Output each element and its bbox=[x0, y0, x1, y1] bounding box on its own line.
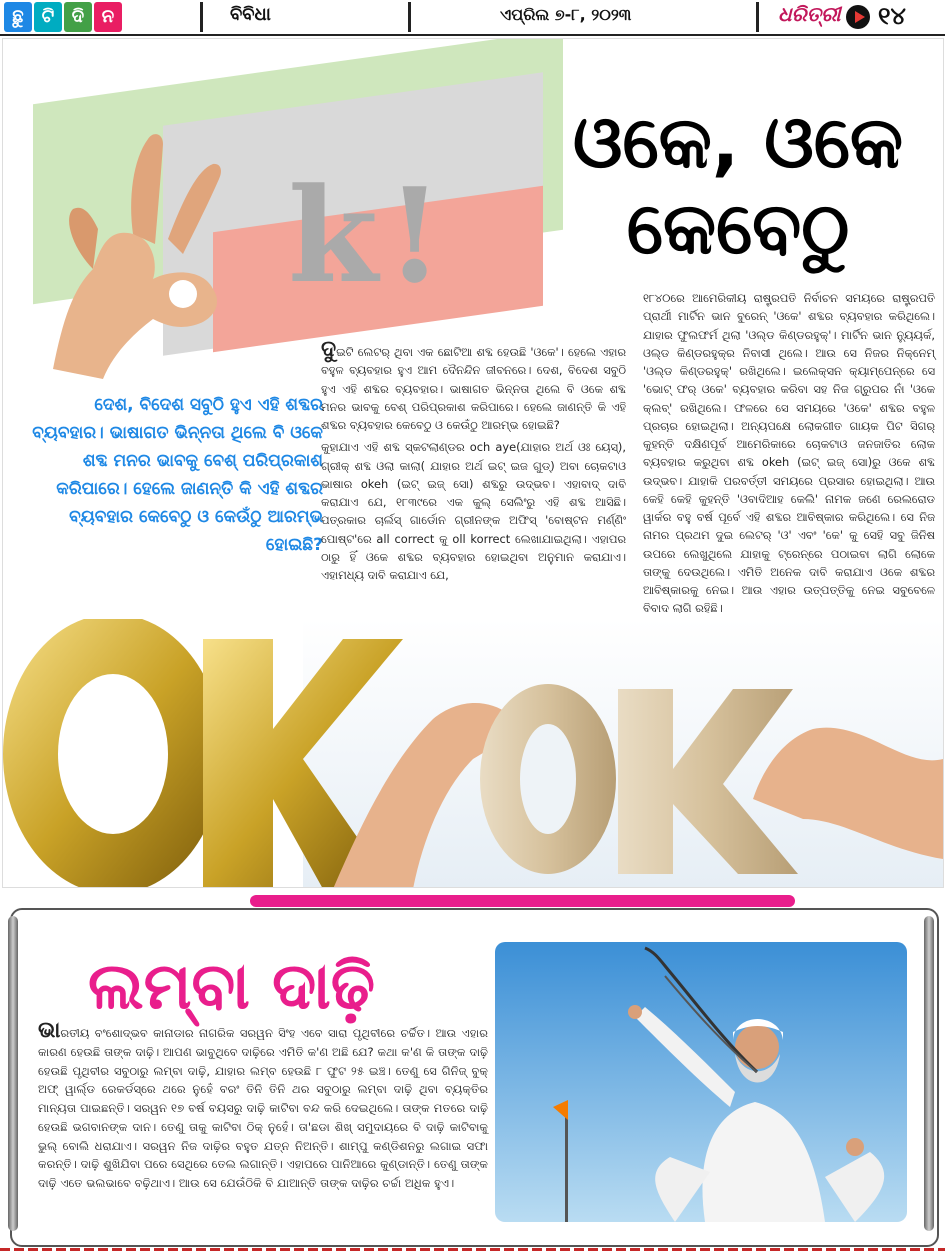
pull-quote: ଦେଶ, ବିଦେଶ ସବୁଠି ହୁଏ ଏହି ଶବ୍ଦର ବ୍ୟବହାର। ଭାଷାଗତ ଭିନ୍ନତା ଥିଲେ ବି ଓକେ ଶବ୍ଦ ମନର ଭାବକୁ ବେଶ୍ ପରିପ୍ରକାଶ କରିପାରେ। ହେଲେ ଜାଣନ୍ତି କି ଏହି ଶବ୍ଦର ବ୍ୟବହାର କେବେଠୁ ଓ କେଉଁଠୁ ଆରମ୍ଭ ହୋଇଛି? bbox=[32, 395, 323, 556]
section-separator bbox=[250, 895, 795, 907]
paragraph: କୁହାଯାଏ ଏହି ଶବ୍ଦ ସ୍କଟଲାଣ୍ଡର och aye(ଯାହାର ଅର୍ଥ ଓଃ ୟେସ୍), ଗ୍ରୀକ୍ ଶବ୍ଦ ଓଲା କାଲା( ଯାହାର ଅର୍ଥ ଇଟ୍ ଇଜ ଗୁଡ୍) ଅବା ଚୋକଟାଓ ଭାଷାର okeh (ଇଟ୍ ଇଜ୍ ସୋ) ଶବ୍ଦରୁ ଉଦ୍ଭବ। ଏହାବାଦ୍ ଦାବି କରାଯାଏ ଯେ, ୧୮୩୯ରେ ଏକ କୁଲ୍ ସେଲିଂରୁ ଏହି ଶବ୍ଦ ଆସିଛି। ପତ୍ରକାର ଚାର୍ଲସ୍ ଗାର୍ଡୋନ ଗ୍ରୀନଙ୍କ ଅଫିସ୍ 'ବୋଷ୍ଟନ ମର୍ଣ୍ଣିଂ ପୋଷ୍ଟ'ରେ all correct କୁ oll korrect ଲେଖାଯାଇଥିଲା। ଏହାପର ଠାରୁ ହିଁ ଓକେ ଶବ୍ଦର ବ୍ୟବହାର ହୋଇଥିବା ଅନୁମାନ କରାଯାଏ। ଏହାମଧ୍ୟ ଦାବି କରାଯାଏ ଯେ, bbox=[321, 440, 626, 582]
art-letter-bang: ! bbox=[386, 159, 452, 312]
headline-line-2: କେବେଠୁ bbox=[626, 186, 850, 271]
brand-logo: ଧରିତ୍ରୀ bbox=[778, 2, 841, 26]
paragraph bbox=[321, 339, 626, 434]
art-letters bbox=[288, 159, 451, 312]
headline bbox=[538, 99, 938, 272]
header-divider bbox=[200, 2, 203, 32]
article-body-text: ରତୀୟ ବଂଶୋଦ୍ଭବ କାନାଡାର ନାଗରିକ ସରୱନ ସିଂହ ଏବେ ସାରା ପୃଥିବୀରେ ଚର୍ଚ୍ଚିତ। ଆଉ ଏହାର କାରଣ ହେଉଛି ତାଙ୍କ ଦାଢ଼ି। ଆପଣ ଭାବୁଥିବେ ଦାଢ଼ିରେ ଏମିତି କ'ଣ ଅଛି ଯେ? କଥା କ'ଣ କି ତାଙ୍କ ଦାଢ଼ି ହେଉଛି ପୃଥିବୀର ସବୁଠାରୁ ଲମ୍ବା ଦାଢ଼ି, ଯାହାର ଲମ୍ବ ହେଉଛି ୮ ଫୁଟ ୨୫ ଇଞ୍ଚ। ତେଣୁ ସେ ଗିନିଜ୍ ବୁକ୍ ଅଫ୍ ୱାର୍ଲ୍ଡ ରେକର୍ଡସ୍‌ରେ ଥରେ ନୁହେଁ ବରଂ ତିନି ତିନି ଥର ସବୁଠାରୁ ଲମ୍ବା ଦାଢ଼ି ଥିବା ବ୍ୟକ୍ତିର ମାନ୍ୟତା ପାଇଛନ୍ତି। ସରୱନ ୧୭ ବର୍ଷ ବୟସରୁ ଦାଢ଼ି କାଟିବା ବନ୍ଦ କରି ଦେଇଥିଲେ। ତାଙ୍କ ମତରେ ଦାଢ଼ି ହେଉଛି ଭଗବାନଙ୍କ ଦାନ। ତେଣୁ ତାକୁ କାଟିବା ଠିକ୍ ନୁହେଁ। ତା'ଛଡା ଶିଖ୍ ସମୁଦାୟରେ ବି ଦାଢ଼ି କାଟିବାକୁ ଭୁଲ୍ ବୋଲି ଧରାଯାଏ। ସରୱନ ନିଜ ଦାଢ଼ିର ବହୁତ ଯତ୍ନ ନିଅନ୍ତି। ଶାମ୍ପୁ କଣ୍ଡିଶନରୁ ଲଗାଇ ସଫା କରନ୍ତି। ଦାଢ଼ି ଶୁଖିଯିବା ପରେ ସେଥିରେ ତେଲ ଲଗାନ୍ତି। ଏହାପରେ ପାନିଆରେ କୁଣ୍ଡାନ୍ତି। ତେଣୁ ତାଙ୍କ ଦାଢ଼ି ଏତେ ଭଲଭାବେ ବଢ଼ିଥାଏ। ଆଉ ସେ ଯେଉଁଠିକି ବି ଯାଆନ୍ତି ତାଙ୍କ ଦାଢ଼ିର ଚର୍ଚ୍ଚା ଅଧିକ ହୁଏ। bbox=[38, 1026, 488, 1191]
masthead-logo bbox=[4, 2, 122, 32]
article-column-1 bbox=[321, 339, 626, 588]
article-column-2 bbox=[643, 289, 935, 622]
paragraph-text: ଇଟି ଲେଟର୍ ଥିବା ଏକ ଛୋଟିଆ ଶବ୍ଦ ହେଉଛି 'ଓକେ'। ହେଲେ ଏହାର ବହୁଳ ବ୍ୟବହାର ହୁଏ ଆମ ଦୈନନ୍ଦିନ ଜୀବନରେ। ଦେଶ, ବିଦେଶ ସବୁଠି ହୁଏ ଏହି ଶବ୍ଦର ବ୍ୟବହାର। ଭାଷାଗତ ଭିନ୍ନତା ଥିଲେ ବି ଓକେ ଶବ୍ଦ ମନର ଭାବକୁ ବେଶ୍ ପରିପ୍ରକାଶ କରିପାରେ। ହେଲେ ଜାଣନ୍ତି କି ଏହି ଶବ୍ଦର ବ୍ୟବହାର କେବେଠୁ ଓ କେଉଁଠୁ ଆରମ୍ଭ ହୋଇଛି? bbox=[321, 345, 626, 432]
play-icon bbox=[846, 5, 870, 29]
logo-letter-1: ଛୁ bbox=[4, 2, 32, 32]
drop-cap: ଦୁ bbox=[321, 337, 337, 362]
headline-line-1: ଓକେ, ଓକେ bbox=[572, 100, 904, 184]
ok-article bbox=[2, 38, 944, 888]
ok-letters-image bbox=[3, 619, 943, 888]
page-number: ୧୪ bbox=[878, 2, 906, 30]
header-divider bbox=[408, 2, 411, 32]
issue-date: ଏପ୍ରିଲ ୭-୮, ୨୦୨୩ bbox=[500, 5, 632, 24]
drop-cap: ଭା bbox=[38, 1018, 61, 1043]
logo-letter-2: ଟି bbox=[34, 2, 62, 32]
ok-hand-gesture-image bbox=[33, 119, 293, 379]
art-letter-k: k bbox=[288, 159, 387, 312]
scroll-rod-right bbox=[924, 916, 934, 1231]
article-title: ଲମ୍ବା ଦାଢ଼ି bbox=[88, 950, 375, 1024]
header-divider bbox=[756, 2, 759, 32]
footer-rule bbox=[0, 1248, 945, 1251]
logo-letter-4: ନ bbox=[94, 2, 122, 32]
article-body bbox=[38, 1020, 488, 1193]
section-name: ବିବିଧା bbox=[230, 4, 271, 25]
bearded-man-photo bbox=[495, 942, 907, 1222]
page-header bbox=[0, 0, 945, 36]
paragraph: ୧୮୪୦ରେ ଆମେରିକୀୟ ରାଷ୍ଟ୍ରପତି ନିର୍ବାଚନ ସମୟରେ ରାଷ୍ଟ୍ରପତି ପ୍ରାର୍ଥୀ ମାର୍ଟିନ ଭାନ ବୁରେନ୍ 'ଓକେ' ଶବ୍ଦର ବ୍ୟବହାର କରିଥିଲେ। ଯାହାର ଫୁଲଫର୍ମ ଥିଲା 'ଓଲ୍ଡ କିଣ୍ଡରହୁକ୍'। ମାର୍ଟିନ ଭାନ ନ୍ୟୁୟର୍କ, ଓଲ୍ଡ କିଣ୍ଡରହୁକ୍‌ର ନିବାସୀ ଥିଲେ। ଆଉ ସେ ନିଜର ନିକ୍‌ନେମ୍ 'ଓଲ୍ଡ କିଣ୍ଡରହୁକ୍' ରଖିଥିଲେ। ଇଲେକ୍ସନ କ୍ୟାମ୍ପେନ୍‌ରେ ସେ 'ଭୋଟ୍ ଫର୍ ଓକେ' ବ୍ୟବହାର କରିବା ସହ ନିଜ ଗ୍ରୁପର ନାଁ 'ଓକେ କ୍ଲବ୍' ରଖିଥିଲେ। ଫଳରେ ସେ ସମୟରେ 'ଓକେ' ଶବ୍ଦର ବହୁଳ ପ୍ରଚାର ହୋଇଥିଲା। ଅନ୍ୟପକ୍ଷେ ଲୋକଗୀତ ଗାୟକ ପିଟ ସିଗର୍ କୁହନ୍ତି ଦକ୍ଷିଣପୂର୍ବ ଆମେରିକାରେ ଚୋକଟାଓ ଜନଜାତିର ଲୋକ ବ୍ୟବହାର କରୁଥିବା ଶବ୍ଦ okeh (ଇଟ୍ ଇଜ୍ ସୋ)ରୁ ଓକେ ଶବ୍ଦ ଉଦ୍ଭବ। ଯାହାକି ପରବର୍ତ୍ତୀ ସମୟରେ ପ୍ରସାର ହୋଇଥିଲା। ଆଉ କେହି କେହି କୁହନ୍ତି 'ଓବାଦିଆହ କେଲି' ନାମକ ଜଣେ ରେଲରୋଡ ୱାର୍କର ବହୁ ବର୍ଷ ପୂର୍ବେ ଏହି ଶବ୍ଦର ଆବିଷ୍କାର କରିଥିଲେ। ସେ ନିଜ ନାମର ପ୍ରଥମ ଦୁଇ ଲେଟର୍ 'ଓ' ଏବଂ 'କେ' କୁ ସେହି ସବୁ ଜିନିଷ ଉପରେ ଲେଖୁଥିଲେ ଯାହାକୁ ଟ୍ରେନ୍‌ରେ ପଠାଇବା ଲାଗି ଲୋକେ ତାଙ୍କୁ ଦେଉଥିଲେ। ଏମିତି ଅନେକ ଦାବି କରାଯାଏ ଓକେ ଶବ୍ଦର ଆବିଷ୍କାରକୁ ନେଇ। ଆଉ ଏହାର ଉତ୍ପତ୍ତିକୁ ନେଇ ସବୁବେଳେ ବିବାଦ ଲାଗି ରହିଛି। bbox=[643, 291, 935, 616]
logo-letter-3: ଦି bbox=[64, 2, 92, 32]
scroll-rod-left bbox=[8, 916, 18, 1231]
